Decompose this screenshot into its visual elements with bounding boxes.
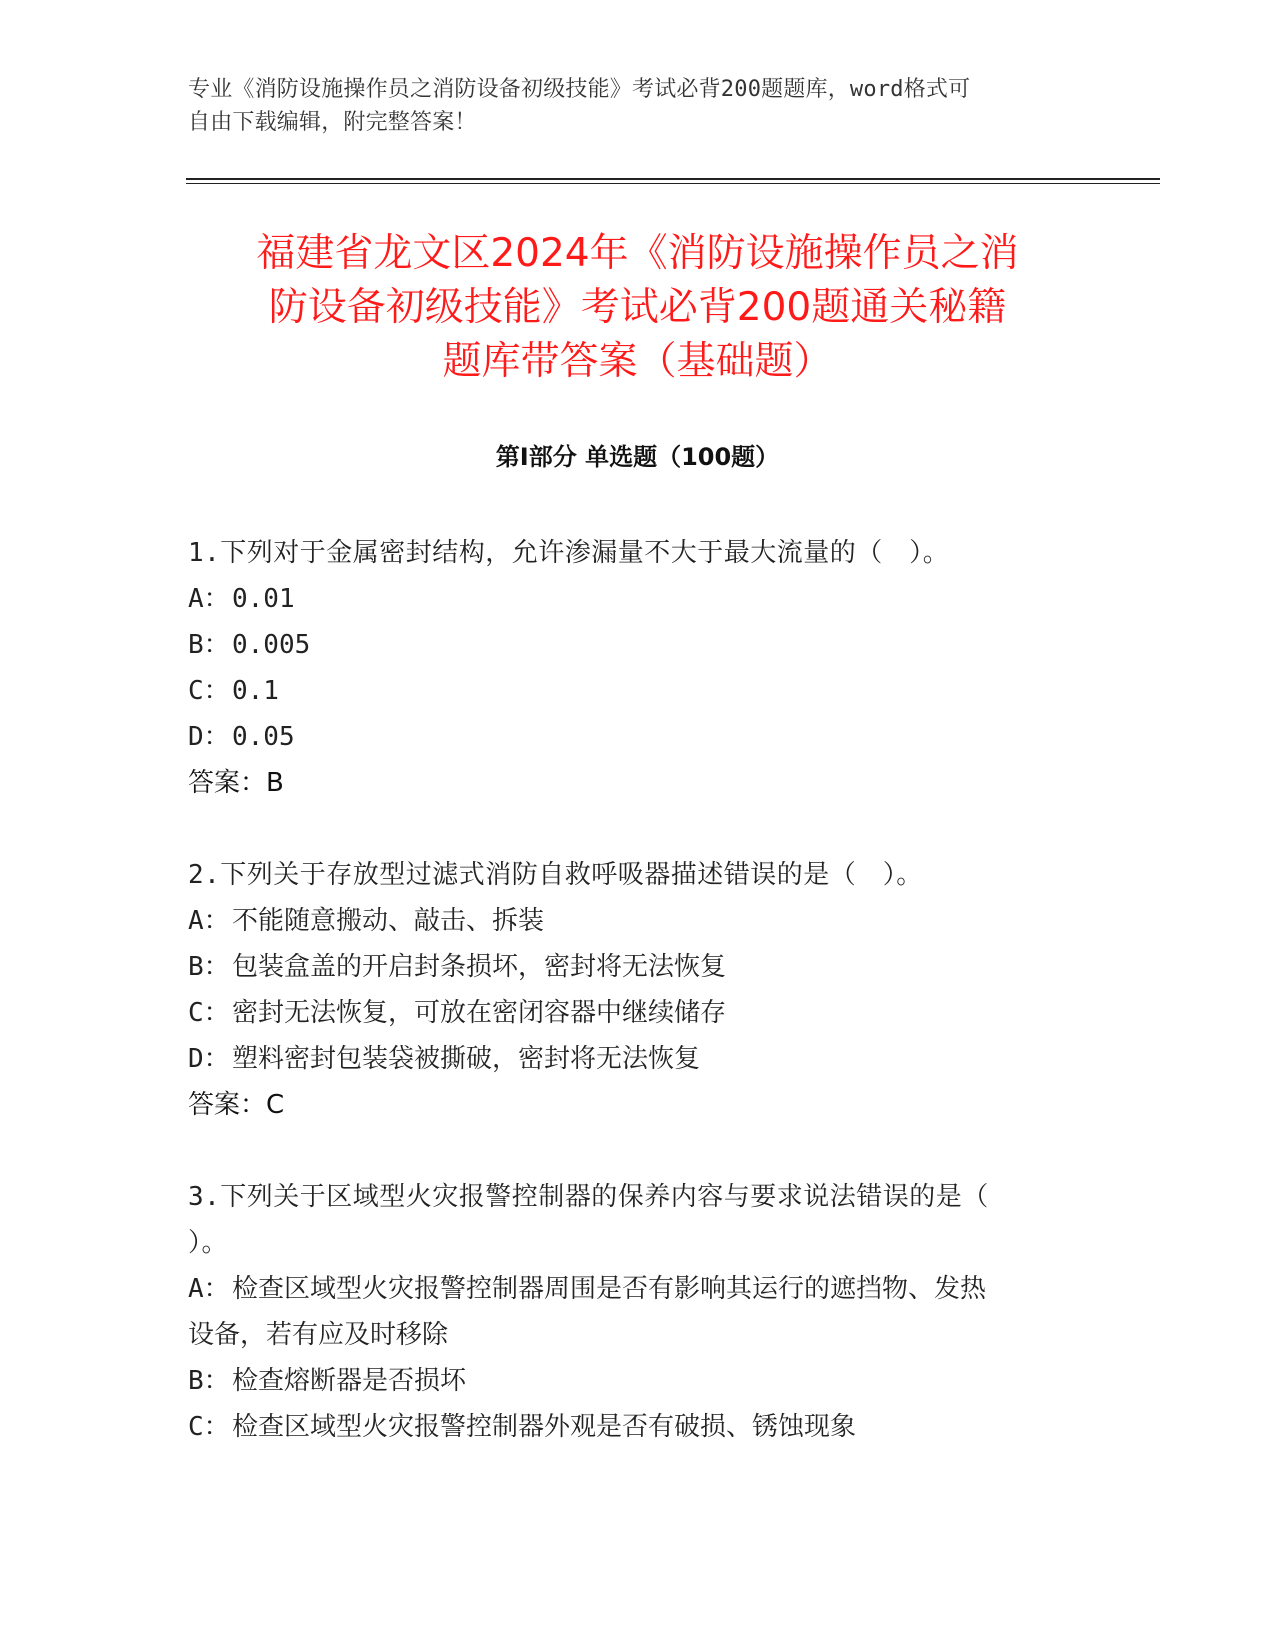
header-note-line-2: 自由下载编辑，附完整答案！ bbox=[188, 110, 477, 135]
option-text: 检查区域型火灾报警控制器周围是否有影响其运行的遮挡物、发热 bbox=[232, 1274, 987, 1304]
option-key: C： bbox=[188, 998, 230, 1028]
question-1 bbox=[188, 530, 1088, 806]
option-text: 检查区域型火灾报警控制器外观是否有破损、锈蚀现象 bbox=[232, 1412, 857, 1442]
option-a bbox=[188, 1266, 1088, 1312]
question-list bbox=[188, 530, 1088, 1496]
option-key: D： bbox=[188, 1044, 230, 1074]
option-c bbox=[188, 668, 1088, 714]
question-2 bbox=[188, 852, 1088, 1128]
option-c bbox=[188, 990, 1088, 1036]
option-a-continued: 设备，若有应及时移除 bbox=[188, 1320, 449, 1350]
option-b bbox=[188, 1358, 1088, 1404]
option-d bbox=[188, 1036, 1088, 1082]
option-text: 0.01 bbox=[232, 584, 295, 614]
option-text: 密封无法恢复，可放在密闭容器中继续储存 bbox=[232, 998, 727, 1028]
document-title bbox=[160, 227, 1115, 389]
question-stem-line-2: ）。 bbox=[188, 1228, 229, 1258]
option-text: 检查熔断器是否损坏 bbox=[232, 1366, 467, 1396]
option-a bbox=[188, 576, 1088, 622]
option-b bbox=[188, 622, 1088, 668]
header-divider-thick bbox=[186, 178, 1160, 180]
option-text: 0.1 bbox=[232, 676, 279, 706]
document-title-line-2: 防设备初级技能》考试必背200题通关秘籍 bbox=[268, 285, 1007, 330]
document-title-line-3: 题库带答案（基础题） bbox=[442, 339, 833, 384]
header-note-line-1: 专业《消防设施操作员之消防设备初级技能》考试必背200题题库，word格式可 bbox=[188, 77, 971, 102]
section-heading: 第Ⅰ部分 单选题（100题） bbox=[495, 443, 780, 471]
option-text: 包装盒盖的开启封条损坏，密封将无法恢复 bbox=[232, 952, 727, 982]
option-c bbox=[188, 1404, 1088, 1450]
document-title-line-1: 福建省龙文区2024年《消防设施操作员之消 bbox=[256, 231, 1019, 276]
option-key: C： bbox=[188, 1412, 230, 1442]
option-a bbox=[188, 898, 1088, 944]
option-key: A： bbox=[188, 1274, 230, 1304]
option-key: D： bbox=[188, 722, 230, 752]
answer-line: 答案：C bbox=[188, 1090, 285, 1120]
option-d bbox=[188, 714, 1088, 760]
header-note bbox=[188, 73, 1068, 139]
question-stem: 2.下列关于存放型过滤式消防自救呼吸器描述错误的是（ ）。 bbox=[188, 860, 923, 890]
option-key: B： bbox=[188, 952, 230, 982]
option-key: B： bbox=[188, 1366, 230, 1396]
option-key: C： bbox=[188, 676, 230, 706]
answer-line: 答案：B bbox=[188, 768, 284, 798]
option-text: 不能随意搬动、敲击、拆装 bbox=[232, 906, 545, 936]
question-stem-line-1: 3.下列关于区域型火灾报警控制器的保养内容与要求说法错误的是（ bbox=[188, 1182, 989, 1212]
option-text: 0.005 bbox=[232, 630, 311, 660]
option-text: 塑料密封包装袋被撕破，密封将无法恢复 bbox=[232, 1044, 701, 1074]
option-key: A： bbox=[188, 906, 230, 936]
question-3 bbox=[188, 1174, 1088, 1450]
header-divider-thin bbox=[186, 183, 1160, 184]
option-key: A： bbox=[188, 584, 230, 614]
option-text: 0.05 bbox=[232, 722, 295, 752]
question-stem: 1.下列对于金属密封结构，允许渗漏量不大于最大流量的（ ）。 bbox=[188, 538, 950, 568]
option-b bbox=[188, 944, 1088, 990]
option-key: B： bbox=[188, 630, 230, 660]
